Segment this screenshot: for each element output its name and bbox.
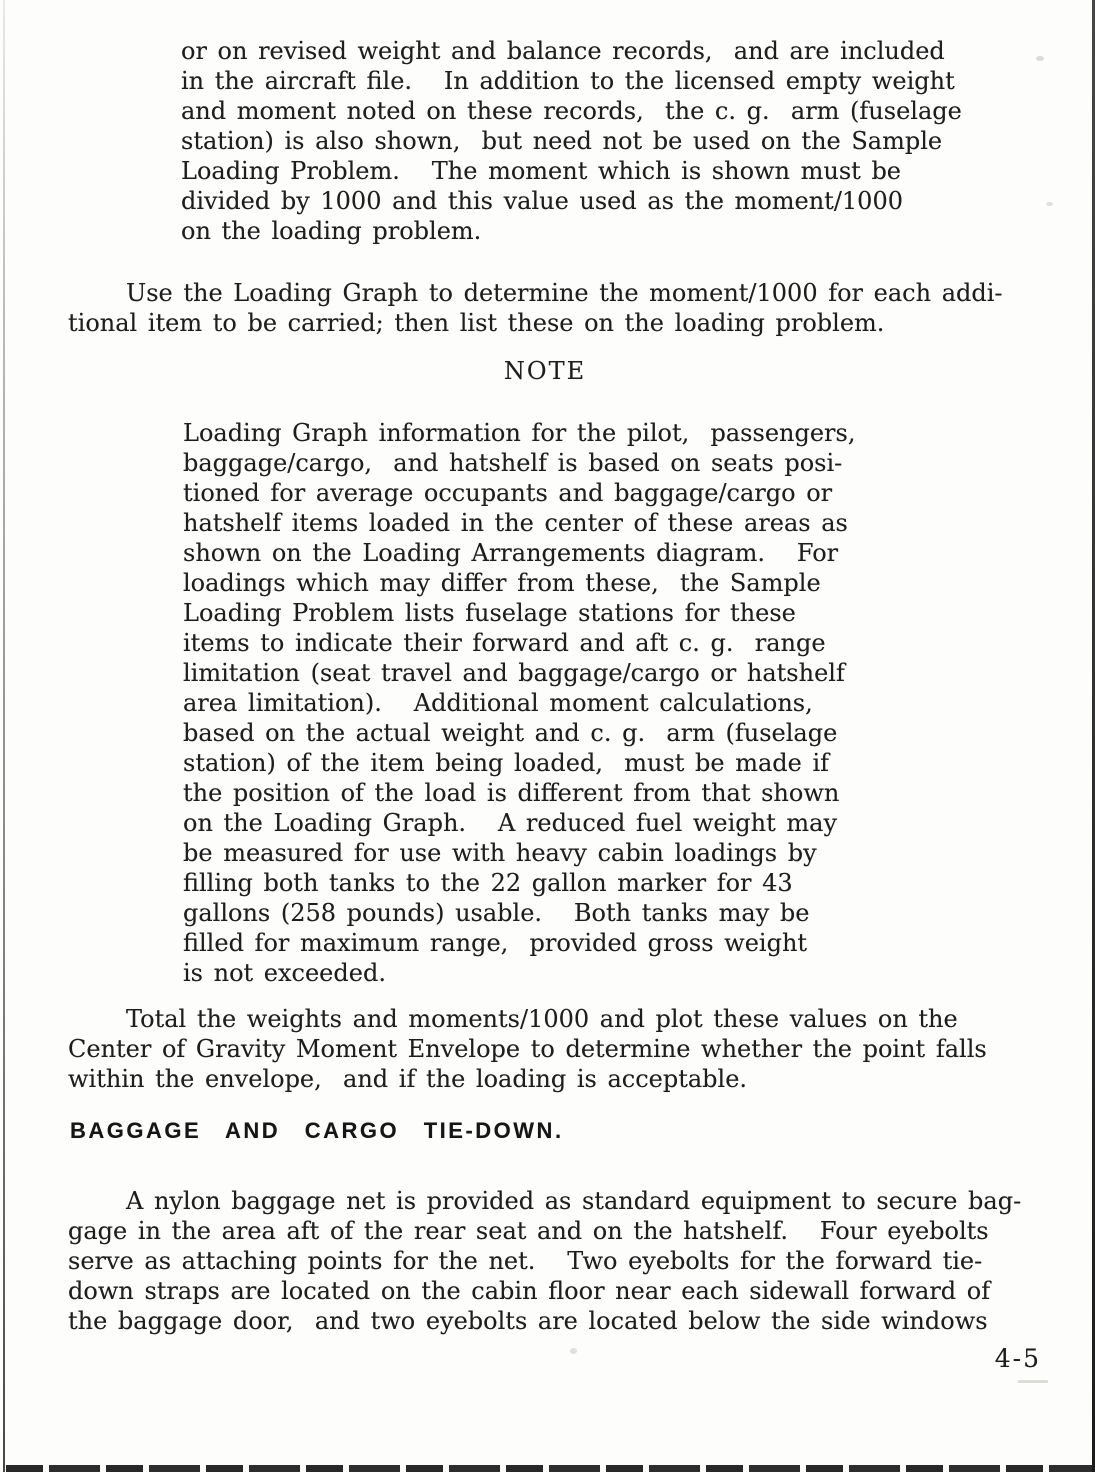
text-line: and moment noted on these records, the c. g. arm (fuselage <box>181 97 962 125</box>
text-line: the position of the load is different from that shown <box>183 779 840 807</box>
text-line: divided by 1000 and this value used as the moment/1000 <box>181 187 903 215</box>
scan-speck <box>1018 1380 1048 1383</box>
text-line: be measured for use with heavy cabin loadings by <box>183 839 817 867</box>
text-line: Center of Gravity Moment Envelope to determine whether the point falls <box>68 1035 987 1063</box>
text-line: down straps are located on the cabin floor near each sidewall forward of <box>68 1277 991 1305</box>
scan-speck <box>1046 202 1053 206</box>
text-line: loadings which may differ from these, the Sample <box>183 569 821 597</box>
text-line: or on revised weight and balance records, and are included <box>181 37 945 65</box>
text-line: Use the Loading Graph to determine the moment/1000 for each addi- <box>126 279 1003 307</box>
text-line: items to indicate their forward and aft c. g. range <box>183 629 826 657</box>
text-line: gallons (258 pounds) usable. Both tanks may be <box>183 899 810 927</box>
left-page-edge-scan-line <box>3 0 5 1472</box>
text-line: limitation (seat travel and baggage/cargo or hatshelf <box>183 659 845 687</box>
text-line: A nylon baggage net is provided as standard equipment to secure bag- <box>126 1187 1022 1215</box>
text-line: tional item to be carried; then list these on the loading problem. <box>68 309 885 337</box>
text-line: station) of the item being loaded, must be made if <box>183 749 830 777</box>
text-line: Loading Graph information for the pilot, passengers, <box>183 419 856 447</box>
text-line: within the envelope, and if the loading is acceptable. <box>68 1065 748 1093</box>
text-line: filling both tanks to the 22 gallon marker for 43 <box>183 869 793 897</box>
text-line: serve as attaching points for the net. Two eyebolts for the forward tie- <box>68 1247 983 1275</box>
text-line: the baggage door, and two eyebolts are located below the side windows <box>68 1307 988 1335</box>
text-line: on the loading problem. <box>181 217 482 245</box>
text-line: hatshelf items loaded in the center of these areas as <box>183 509 848 537</box>
paragraph-use-loading-graph <box>68 278 1003 338</box>
text-line: Loading Problem. The moment which is shown must be <box>181 157 902 185</box>
page-number: 4-5 <box>994 1344 1041 1373</box>
text-line: area limitation). Additional moment calculations, <box>183 689 813 717</box>
text-line: is not exceeded. <box>183 959 386 987</box>
text-line: in the aircraft file. In addition to the licensed empty weight <box>181 67 955 95</box>
text-line: filled for maximum range, provided gross weight <box>183 929 808 957</box>
bottom-scan-bar <box>6 1465 1092 1472</box>
text-line: baggage/cargo, and hatshelf is based on seats posi- <box>183 449 843 477</box>
text-line: tioned for average occupants and baggage/cargo or <box>183 479 833 507</box>
text-line: on the Loading Graph. A reduced fuel weight may <box>183 809 838 837</box>
paragraph-weight-balance-records <box>181 36 962 246</box>
paragraph-total-weights-moments <box>68 1004 987 1094</box>
note-heading: NOTE <box>503 357 587 385</box>
text-line: shown on the Loading Arrangements diagram. For <box>183 539 839 567</box>
paragraph-baggage-net <box>68 1186 1021 1336</box>
text-line: gage in the area aft of the rear seat and on the hatshelf. Four eyebolts <box>68 1217 989 1245</box>
note-body <box>183 418 855 988</box>
text-line: based on the actual weight and c. g. arm (fuselage <box>183 719 838 747</box>
text-line: station) is also shown, but need not be used on the Sample <box>181 127 943 155</box>
text-line: Loading Problem lists fuselage stations for these <box>183 599 796 627</box>
text-line: Total the weights and moments/1000 and plot these values on the <box>126 1005 958 1033</box>
scan-speck <box>1036 56 1044 61</box>
section-heading-baggage-cargo-tie-down: BAGGAGE AND CARGO TIE-DOWN. <box>70 1118 564 1143</box>
